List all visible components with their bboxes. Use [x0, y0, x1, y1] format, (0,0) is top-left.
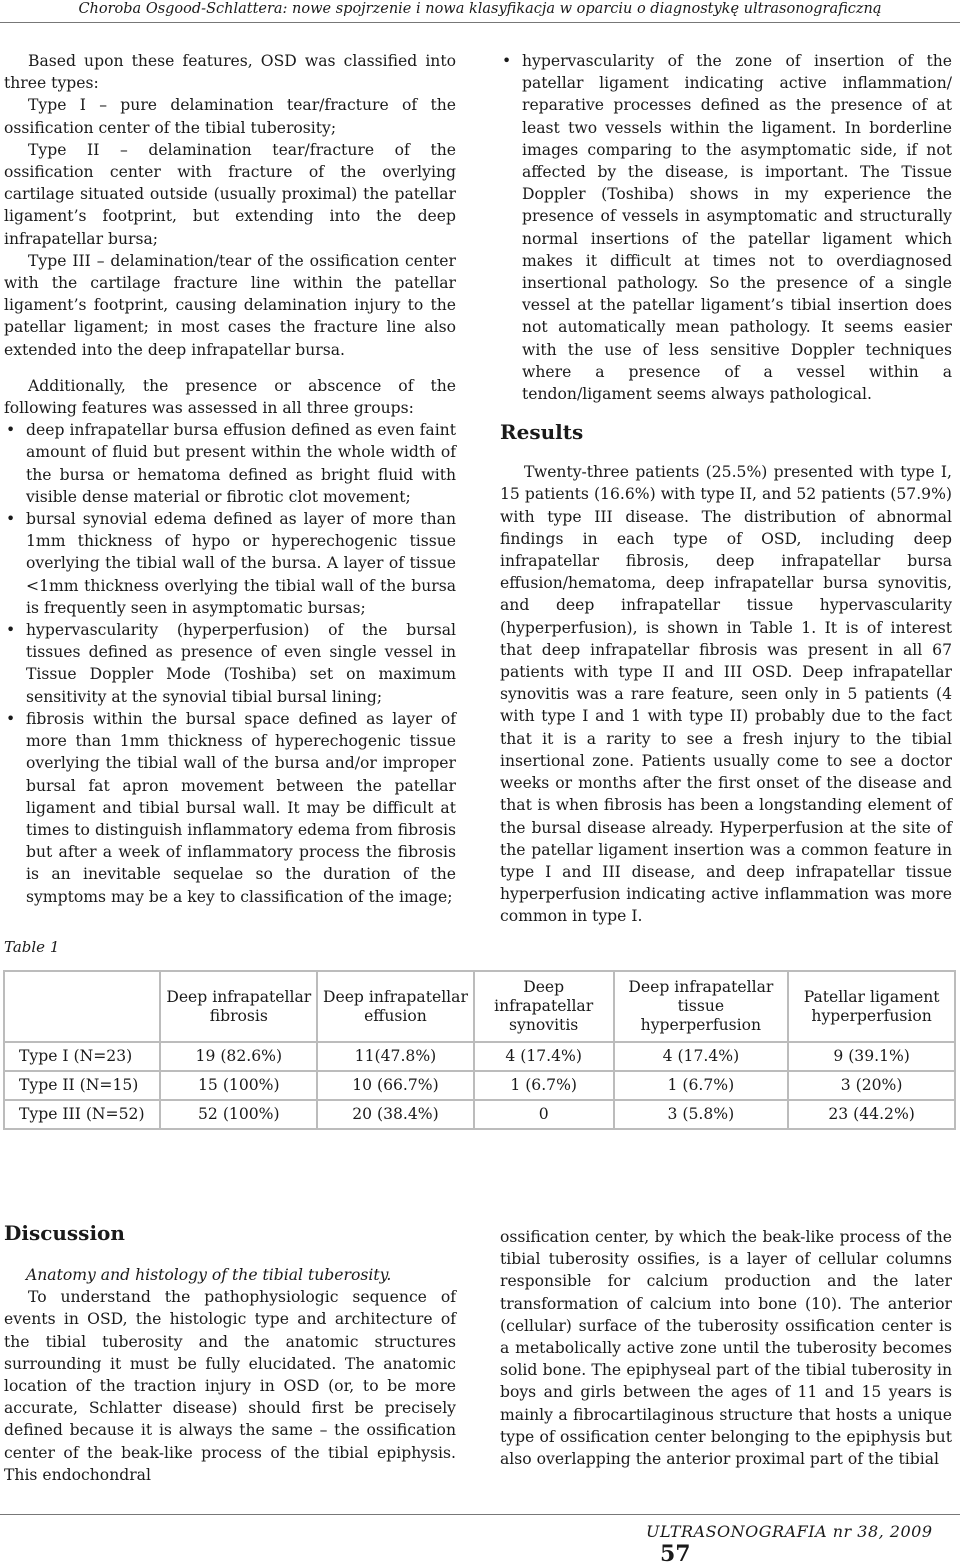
table-row [4, 1042, 955, 1071]
table-cell: 19 (82.6%) [160, 1042, 317, 1071]
list-item: • deep infrapatellar bursa effusion defined as even faint amount of fluid but present within the whole width of the bursa or hematoma defined as bright fluid with visible dense material or fibrotic clot movement; [4, 419, 456, 508]
table-cell: 3 (5.8%) [614, 1100, 789, 1129]
list-item: • hypervascularity of the zone of insertion of the patellar ligament indicating active inflammation/ reparative processes defined as the presence of at least two vessels within the ligament. In borderline images comparing to the asymptomatic side, if not affected by the disease, is important. The Tissue Doppler (Toshiba) shows in my experience the presence of vessels in asymptomatic and structurally normal insertions of the patellar ligament which makes it difficult at times not to overdiagnosed insertional pathology. So the presence of a single vessel at the patellar ligament’s tibial insertion does not automatically mean pathology. It seems easier with the use of less sensitive Doppler techniques where a presence of a vessel within a tendon/ligament seems always pathological. [500, 50, 952, 405]
table-cell: 0 [474, 1100, 614, 1129]
table-cell: 1 (6.7%) [614, 1071, 789, 1100]
table-cell: 10 (66.7%) [317, 1071, 474, 1100]
type-1-definition: Type I – pure delamination tear/fracture of the ossification center of the tibial tuberosity; [4, 96, 456, 137]
table-row [4, 1071, 955, 1100]
discussion-left-column [4, 1220, 456, 1486]
discussion-heading: Discussion [4, 1221, 125, 1245]
results-heading: Results [500, 420, 584, 445]
row-header: Type III (N=52) [4, 1100, 160, 1129]
table-cell: 1 (6.7%) [474, 1071, 614, 1100]
table-cell: 3 (20%) [788, 1071, 955, 1100]
list-item: • bursal synovial edema defined as layer of more than 1mm thickness of hypo or hyperechogenic tissue overlying the tibial wall of the bursa. A layer of tissue <1mm thickness overlying the tibial wall of the bursa is frequently seen in asymptomatic bursas; [4, 508, 456, 619]
list-item: • fibrosis within the bursal space defined as layer of more than 1mm thickness of hyperechogenic tissue overlying the tibial wall of the bursa and/or improper bursal fat apron movement between the patellar ligament and tibial bursal wall. It may be difficult at times to distinguish inflammatory edema from fibrosis but after a week of inflammatory process the fibrosis is an inevitable sequelae so the duration of the symptoms may be a key to classification of the image; [4, 708, 456, 908]
table-cell: 20 (38.4%) [317, 1100, 474, 1129]
results-table [3, 970, 956, 1130]
discussion-left-text: To understand the pathophysiologic sequence of events in OSD, the histologic type and architecture of the tibial tuberosity and the anatomic structures surrounding it must be fully elucidated. The anatomic location of the traction injury in OSD (or, to be more accurate, Schlatter disease) should first be precisely defined because it is always the same – the ossification center of the beak-like process of the tibial epiphysis. This endochondral [4, 1288, 456, 1484]
table-cell: 4 (17.4%) [474, 1042, 614, 1071]
table-cell: 52 (100%) [160, 1100, 317, 1129]
table-cell: 11(47.8%) [317, 1042, 474, 1071]
discussion-subheading: Anatomy and histology of the tibial tuberosity. [26, 1266, 392, 1284]
list-item: • hypervascularity (hyperperfusion) of the bursal tissues defined as presence of even single vessel in Tissue Doppler Mode (Toshiba) set on maximum sensitivity at the synovial tibial bursal lining; [4, 619, 456, 708]
table-cell: 4 (17.4%) [614, 1042, 789, 1071]
journal-name: ULTRASONOGRAFIA nr 38, 2009 [646, 1522, 933, 1541]
table-header-row [4, 971, 955, 1042]
table-cell: 15 (100%) [160, 1071, 317, 1100]
column-header: Patellar ligament hyperperfusion [788, 971, 955, 1042]
features-list [4, 419, 456, 907]
classification-intro: Based upon these features, OSD was classified into three types: [4, 52, 456, 93]
table-caption: Table 1 [4, 938, 60, 956]
column-header: Deep infrapatellar fibrosis [160, 971, 317, 1042]
column-header: Deep infrapatellar synovitis [474, 971, 614, 1042]
page-number: 57 [660, 1541, 691, 1567]
table-cell: 23 (44.2%) [788, 1100, 955, 1129]
results-text: Twenty-three patients (25.5%) presented with type I, 15 patients (16.6%) with type II, and 52 patients (57.9%) with type III disease. The distribution of abnormal findings in each type of OSD, including deep infrapatellar fibrosis, deep infrapatellar bursa effusion/hematoma, deep infrapatellar bursa synovitis, and deep infrapatellar tissue hypervascularity (hyperperfusion), is shown in Table 1. It is of interest that deep infrapatellar fibrosis was present in all 67 patients with type II and III OSD. Deep infrapatellar synovitis was a rare feature, seen only in 5 patients (4 with type I and 1 with type II) probably due to the fact that it is a rarity to see a fresh injury to the tibial insertional zone. Patients usually come to see a doctor weeks or months after the first onset of the disease and that is when fibrosis has been a longstanding element of the bursal disease already. Hyperperfusion at the site of the patellar ligament insertion was a common feature in type I and III disease, and deep infrapatellar tissue hyperperfusion indicating active inflammation was more common in type I. [500, 463, 952, 926]
table-row [4, 1100, 955, 1129]
column-header: Deep infrapatellar effusion [317, 971, 474, 1042]
table-cell: 9 (39.1%) [788, 1042, 955, 1071]
row-header: Type I (N=23) [4, 1042, 160, 1071]
table-corner-cell [4, 971, 160, 1042]
page-footer [646, 1522, 960, 1567]
right-column [500, 50, 952, 928]
column-header: Deep infrapatellar tissue hyperperfusion [614, 971, 789, 1042]
running-head: Choroba Osgood-Schlattera: nowe spojrzenie i nowa klasyfikacja w oparciu o diagnostykę ultrasonograficzną [0, 0, 960, 23]
discussion-right-column [500, 1226, 952, 1470]
type-3-definition: Type III – delamination/tear of the ossification center with the cartilage fracture line within the patellar ligament’s footprint, causing delamination injury to the patellar ligament; in most cases the fracture line also extended into the deep infrapatellar bursa. [4, 251, 456, 359]
discussion-right-text: ossification center, by which the beak-like process of the tibial tuberosity ossifies, is a layer of cellular columns responsible for calcium production and the later transformation of calcium into bone (10). The anterior (cellular) surface of the tuberosity ossification center is a metabolically active zone until the tuberosity becomes solid bone. The epiphyseal part of the tibial tuberosity in boys and girls between the ages of 11 and 15 years is mainly a fibrocartilaginous structure that hosts a unique type of ossification center belonging to the epiphysis but also overlapping the anterior proximal part of the tibial [500, 1228, 952, 1469]
footer-rule [0, 1514, 960, 1515]
features-list-continued [500, 50, 952, 405]
row-header: Type II (N=15) [4, 1071, 160, 1100]
features-intro: Additionally, the presence or abscence of the following features was assessed in all three groups: [4, 376, 456, 418]
type-2-definition: Type II – delamination tear/fracture of the ossification center with fracture of the overlying cartilage situated outside (usually proximal) the patellar ligament’s footprint, but extending into the deep infrapatellar bursa; [4, 140, 456, 248]
left-column [4, 50, 456, 908]
